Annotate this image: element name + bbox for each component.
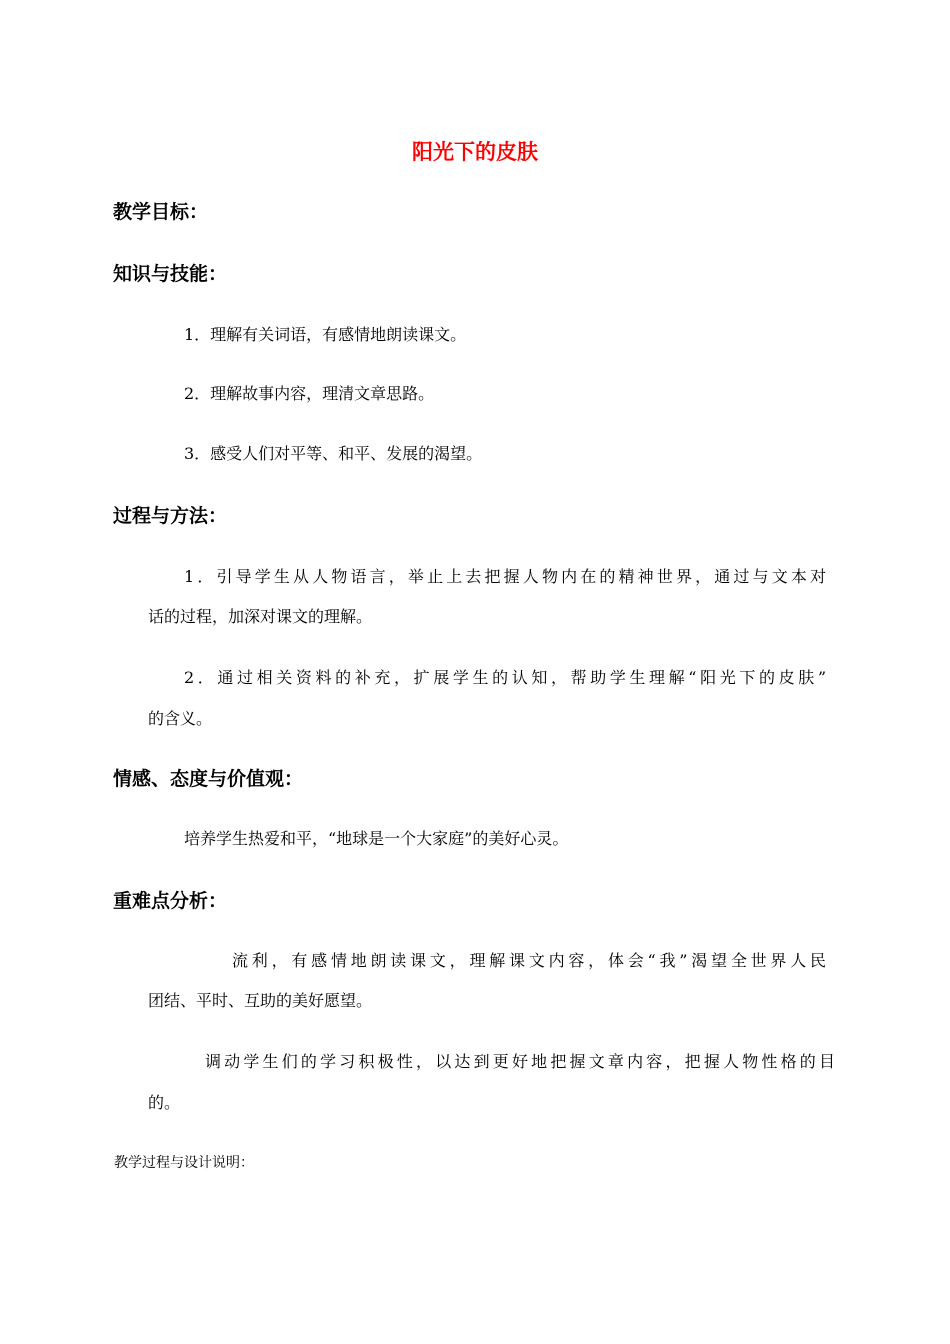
heading-teaching-goals: 教学目标： <box>113 201 209 223</box>
keypoint-2-line-1: 调动学生们的学习积极性，以达到更好地把握文章内容，把握人物性格的目 <box>205 1052 835 1071</box>
heading-process-method: 过程与方法： <box>113 505 228 527</box>
knowledge-item-2: 2．理解故事内容，理清文章思路。 <box>184 384 435 403</box>
keypoint-2-line-2: 的。 <box>148 1093 181 1112</box>
emotion-item-1: 培养学生热爱和平，“地球是一个大家庭”的美好心灵。 <box>184 829 569 848</box>
keypoint-1-line-2: 团结、平时、互助的美好愿望。 <box>148 991 373 1010</box>
process-item-1-line-1: 1．引导学生从人物语言，举止上去把握人物内在的精神世界，通过与文本对 <box>184 567 826 586</box>
process-item-1-line-2: 话的过程，加深对课文的理解。 <box>148 607 373 626</box>
knowledge-item-3: 3．感受人们对平等、和平、发展的渴望。 <box>184 444 483 463</box>
heading-emotion-values: 情感、态度与价值观： <box>113 768 304 790</box>
heading-knowledge-skills: 知识与技能： <box>113 263 228 285</box>
section-label-process-design: 教学过程与设计说明： <box>114 1155 254 1171</box>
knowledge-item-1: 1．理解有关词语，有感情地朗读课文。 <box>184 325 467 344</box>
keypoint-1-line-1: 流利，有感情地朗读课文，理解课文内容，体会“我”渴望全世界人民 <box>232 951 826 970</box>
process-item-2-line-2: 的含义。 <box>148 709 213 728</box>
heading-key-points: 重难点分析： <box>113 890 228 912</box>
document-title: 阳光下的皮肤 <box>412 140 538 164</box>
process-item-2-line-1: 2．通过相关资料的补充，扩展学生的认知，帮助学生理解“阳光下的皮肤” <box>184 668 826 687</box>
